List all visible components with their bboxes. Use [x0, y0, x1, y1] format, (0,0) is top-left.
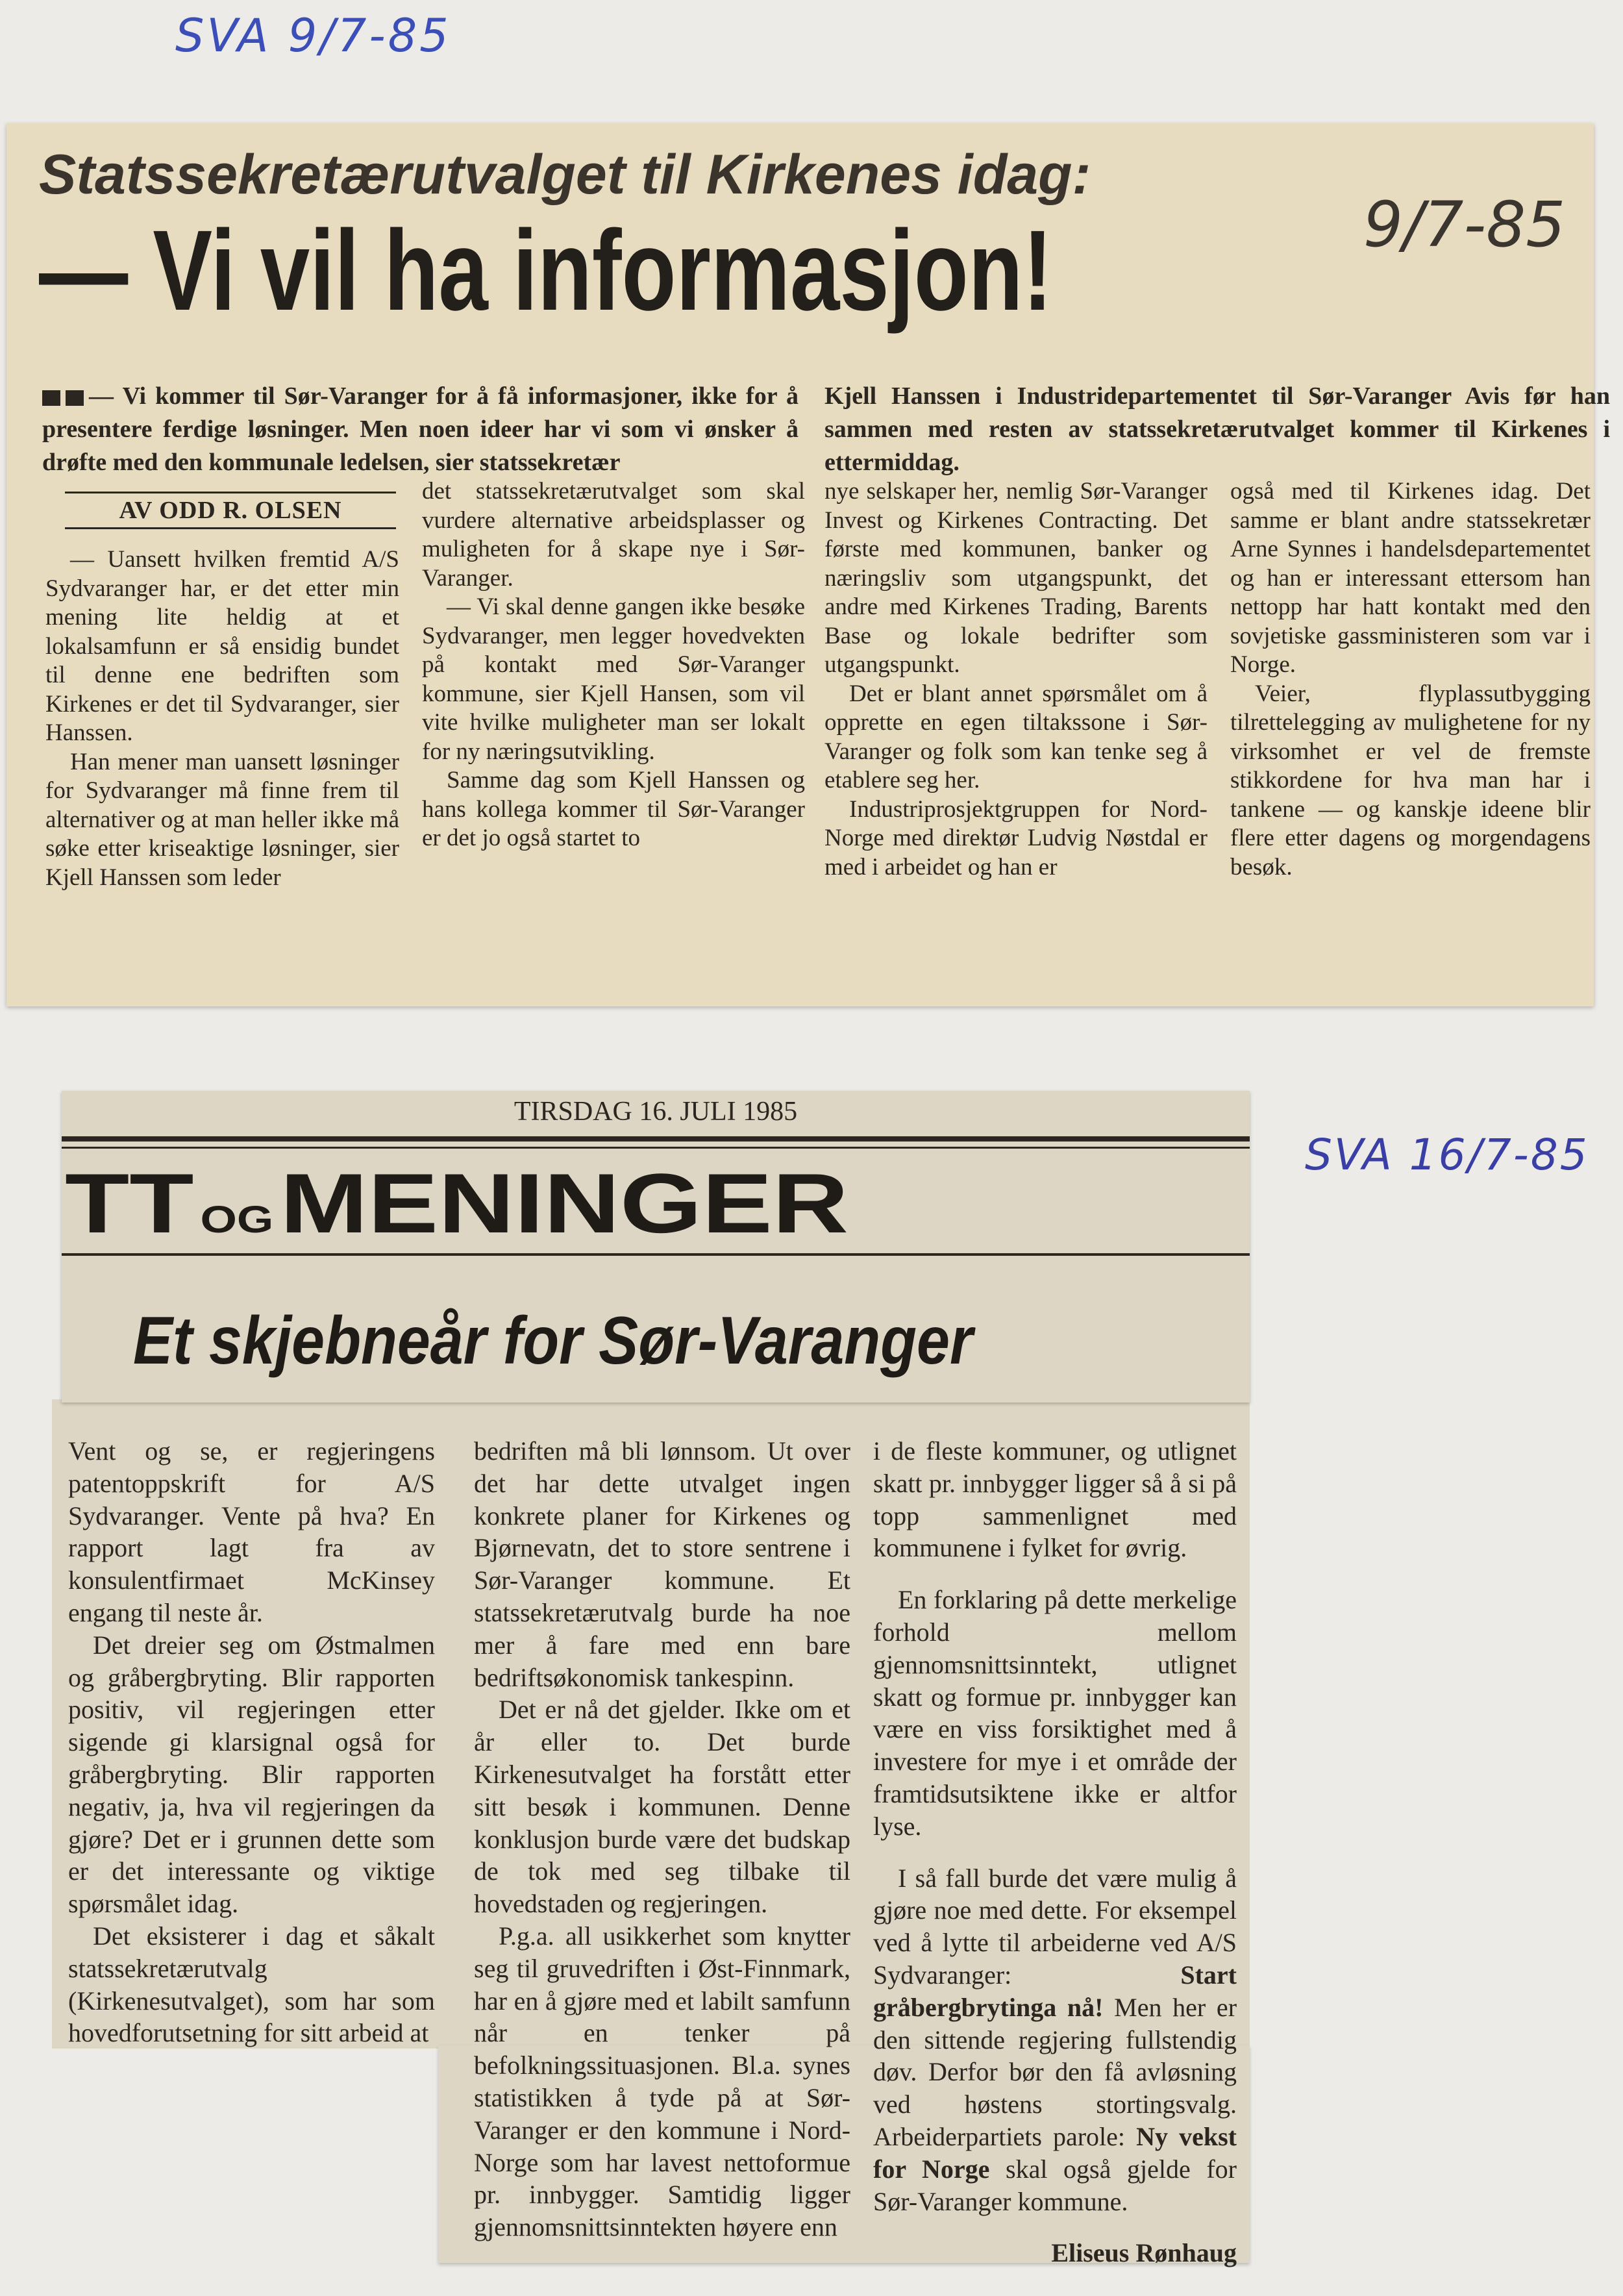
article1-kicker: Statssekretærutvalget til Kirkenes idag: [39, 144, 1091, 206]
paragraph: Det er nå det gjelder. Ikke om et år eller to. Det burde Kirkenesutvalget ha forstått etter sitt besøk i kommunen. Denne konklusjon burde være det budskap de tok med seg tilbake til hovedstaden og regjeringen. [474, 1695, 850, 1919]
divider [62, 1136, 1250, 1142]
bold-slogan: Start gråbergbrytinga nå! [873, 1960, 1237, 2022]
spacer [873, 1564, 1237, 1584]
paragraph: — Uansett hvilken fremtid A/S Sydvaranger har, er det etter min mening lite heldig at et lokalsamfunn er så ensidig bundet til denne ene bedriften som Kirkenes er det til Sydvaranger, sier Hanssen. [45, 546, 399, 746]
newspaper-clipping-1 [6, 123, 1610, 1006]
article1-column-1 [45, 545, 399, 892]
section-heading-og: OG [200, 1199, 274, 1241]
bullet-square-icon [42, 390, 60, 406]
article2-dateline: TIRSDAG 16. JULI 1985 [514, 1097, 798, 1127]
article1-headline: — Vi vil ha informasjon! [39, 207, 1053, 334]
paragraph: bedriften må bli lønnsom. Ut over det har dette utvalget ingen konkrete planer for Kirkenes og Bjørnevatn, det to store sentrene i Sør-Varanger kommune. Et statssekretærutvalg burde ha noe mer å fare med enn bare bedriftsøkonomisk tankespinn. [474, 1436, 850, 1692]
newspaper-clipping-2-header [62, 1091, 1250, 1403]
article1-column-2 [422, 477, 805, 853]
article2-column-3 [873, 1435, 1237, 2269]
paragraph-text: skal også gjelde for Sør-Varanger kommune. [873, 2154, 1237, 2216]
divider [62, 1147, 1250, 1149]
paragraph: nye selskaper her, nemlig Sør-Varanger Invest og Kirkenes Contracting. Det første med kommunen, banker og næringsliv som utgangspunkt, det andre med Kirkenes Trading, Barents Base og lokale bedrifter som utgangspunkt. [824, 478, 1208, 678]
paragraph: det statssekretærutvalget som skal vurdere alternative arbeidsplasser og muligheten for å skape nye i Sør-Varanger. [422, 478, 805, 592]
paragraph: Industriprosjektgruppen for Nord-Norge med direktør Ludvig Nøstdal er med i arbeidet og han er [824, 795, 1208, 880]
bullet-square-icon [66, 390, 84, 406]
article1-byline: AV ODD R. OLSEN [65, 492, 396, 529]
article2-headline: Et skjebneår for Sør-Varanger [133, 1303, 973, 1379]
paragraph: Det er blant annet spørsmålet om å opprette en egen tiltakssone i Sør-Varanger og folk som kan tenke seg å etablere seg her. [824, 680, 1208, 793]
paragraph: Det eksisterer i dag et såkalt statssekretærutvalg (Kirkenesutvalget), som har som hovedforutsetning for sitt arbeid at [68, 1921, 435, 2048]
handwritten-date-article2: SVA 16/7-85 [1305, 1130, 1589, 1180]
spacer [873, 1843, 1237, 1862]
section-heading-part: TT [65, 1156, 194, 1251]
paragraph [873, 1862, 1237, 2218]
article2-column-2 [474, 1435, 850, 2243]
paragraph-text: Men her er den sittende regjering fullstendig døv. Derfor bør den få avløsning ved høstens stortingsvalg. Arbeiderpartiets parole: [873, 1992, 1237, 2151]
paragraph: Det dreier seg om Østmalmen og gråbergbryting. Blir rapporten positiv, vil regjeringen etter sigende gi klarsignal også for gråbergbryting. Blir rapporten negativ, ja, hva vil regjeringen da gjøre? Det er i grunnen dette som er det interessante og viktige spørsmålet idag. [68, 1630, 435, 1919]
article1-lead-left-text: — Vi kommer til Sør-Varanger for å få informasjoner, ikke for å presentere ferdige løsninger. Men noen ideer har vi som vi ønsker å drøfte med den kommunale ledelsen, sier statssekretær [42, 382, 799, 476]
paragraph: Samme dag som Kjell Hanssen og hans kollega kommer til Sør-Varanger er det jo også startet to [422, 767, 805, 851]
divider [62, 1253, 1250, 1256]
article1-lead-left [42, 380, 799, 479]
article2-section-heading [65, 1156, 849, 1262]
article1-column-4 [1230, 477, 1591, 882]
paragraph: Veier, flyplassutbygging tilrettelegging av mulighetene for ny virksomhet er vel de fremste stikkordene for hva man har i tankene — og kanskje ideene blir flere etter dagens og morgendagens besøk. [1230, 680, 1591, 880]
handwritten-date-article1: 9/7-85 [1363, 188, 1566, 261]
section-heading-part: MENINGER [280, 1156, 849, 1251]
bold-slogan: Ny vekst for Norge [873, 2121, 1237, 2184]
paragraph: også med til Kirkenes idag. Det samme er blant andre statssekretær Arne Synnes i handelsdepartementet og han er interessant ettersom han nettopp har hatt kontakt med den sovjetiske gassministeren som var i Norge. [1230, 478, 1591, 678]
paragraph: i de fleste kommuner, og utlignet skatt pr. innbygger ligger så å si på topp sammenlignet med kommunene i fylket for øvrig. [873, 1436, 1237, 1563]
paragraph-text: I så fall burde det være mulig å gjøre noe med dette. For eksempel ved å lytte til arbeiderne ved A/S Sydvaranger: [873, 1863, 1237, 1990]
paragraph: Han mener man uansett løsninger for Sydvaranger må finne frem til alternativer og at man heller ikke må søke etter kriseaktige løsninger, sier Kjell Hanssen som leder [45, 748, 399, 891]
paragraph: En forklaring på dette merkelige forhold mellom gjennomsnittsinntekt, utlignet skatt og formue pr. innbygger kan være en viss forsiktighet med å investere for mye i et område der framtidsutsiktene ikke er altfor lyse. [873, 1585, 1237, 1841]
handwritten-date-top: SVA 9/7-85 [175, 9, 451, 62]
article1-lead-right: Kjell Hanssen i Industridepartementet til Sør-Varanger Avis før han sammen med resten av statssekretærutvalget kommer til Kirkenes i ettermiddag. [824, 382, 1610, 476]
paragraph: — Vi skal denne gangen ikke besøke Sydvaranger, men legger hovedvekten på kontakt med Sør-Varanger kommune, sier Kjell Hansen, som vil vite hvilke muligheter man ser lokalt for ny næringsutvikling. [422, 593, 805, 765]
article1-column-3 [824, 477, 1208, 882]
paragraph: P.g.a. all usikkerhet som knytter seg til gruvedriften i Øst-Finnmark, har en å gjøre med et labilt samfunn når en tenker på befolkningssituasjonen. Bl.a. synes statistikken å tyde på at Sør-Varanger er den kommune i Nord-Norge som har lavest nettoformue pr. innbygger. Samtidig ligger gjennomsnittsinntekten høyere enn [474, 1921, 850, 2242]
paragraph: Vent og se, er regjeringens patentoppskrift for A/S Sydvaranger. Vente på hva? En rapport lagt fra av konsulentfirmaet McKinsey engang til neste år. [68, 1436, 435, 1627]
article2-column-1 [68, 1435, 435, 2049]
article2-signature: Eliseus Rønhaug [1051, 2238, 1237, 2268]
